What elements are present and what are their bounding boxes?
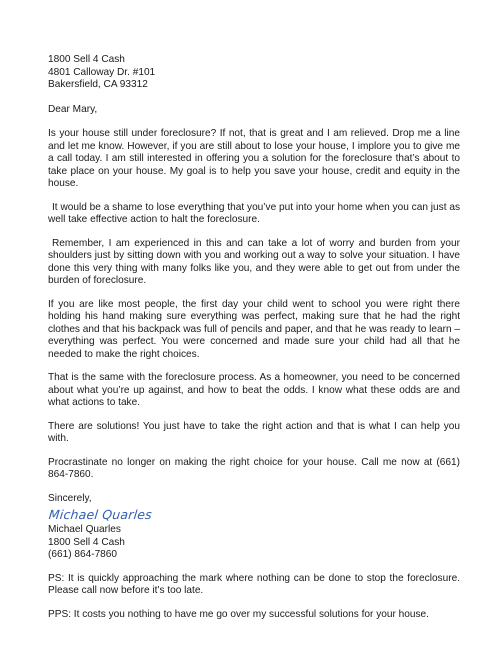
paragraph-foreclosure-status: Is your house still under foreclosure? If not, that is great and I am relieved. Drop me a line and let me know. However, if you are still about to lose your house, I implore you to give me a call today. I am still interested in offering you a solution for the foreclosure that’s about to take place on your house. My goal is to help you save your house, credit and equity in the house. <box>48 128 460 189</box>
sender-city: Bakersfield, CA 93312 <box>48 79 148 90</box>
closing: Sincerely, <box>48 492 92 504</box>
letter-body <box>48 54 460 621</box>
handwritten-signature: Michael Quarles <box>48 507 153 522</box>
sender-name: 1800 Sell 4 Cash <box>48 54 125 65</box>
post-postscript: PPS: It costs you nothing to have me go over my successful solutions for your house. <box>48 608 429 620</box>
postscript: PS: It is quickly approaching the mark where nothing can be done to stop the foreclosure. Please call now before it’s too late. <box>48 572 460 596</box>
paragraph-solutions: There are solutions! You just have to take the right action and that is what I can help you with. <box>48 420 460 444</box>
paragraph-call-to-action: Procrastinate no longer on making the right choice for your house. Call me now at (661) 864-7860. <box>48 456 460 480</box>
paragraph-experience: Remember, I am experienced in this and can take a lot of worry and burden from your shoulders just by sitting down with you and working out a way to solve your situation. I have done this very thing with many folks like you, and they were able to get out from under the burden of foreclosure. <box>48 237 460 286</box>
paragraph-same-process: That is the same with the foreclosure process. As a homeowner, you need to be concerned about what you’re up against, and how to beat the odds. I know what these odds are and what actions to take. <box>48 372 460 408</box>
signer-block <box>48 524 460 562</box>
paragraph-shame-to-lose: It would be a shame to lose everything that you’ve put into your home when you can just as well take effective action to halt the foreclosure. <box>48 201 460 225</box>
signer-name: Michael Quarles <box>48 524 121 535</box>
sender-street: 4801 Calloway Dr. #101 <box>48 66 156 78</box>
paragraph-child-analogy: If you are like most people, the first day your child went to school you were right there holding his hand making sure everything was perfect, making sure that he had the right clothes and that his backpack was full of pencils and paper, and that he was ready to learn – everything was perfect. You were concerned and made sure your child had all that he needed to make the right choices. <box>48 298 460 360</box>
signer-phone: (661) 864-7860 <box>48 549 118 560</box>
signer-company: 1800 Sell 4 Cash <box>48 536 125 548</box>
sender-address <box>48 54 460 92</box>
salutation: Dear Mary, <box>48 103 98 115</box>
